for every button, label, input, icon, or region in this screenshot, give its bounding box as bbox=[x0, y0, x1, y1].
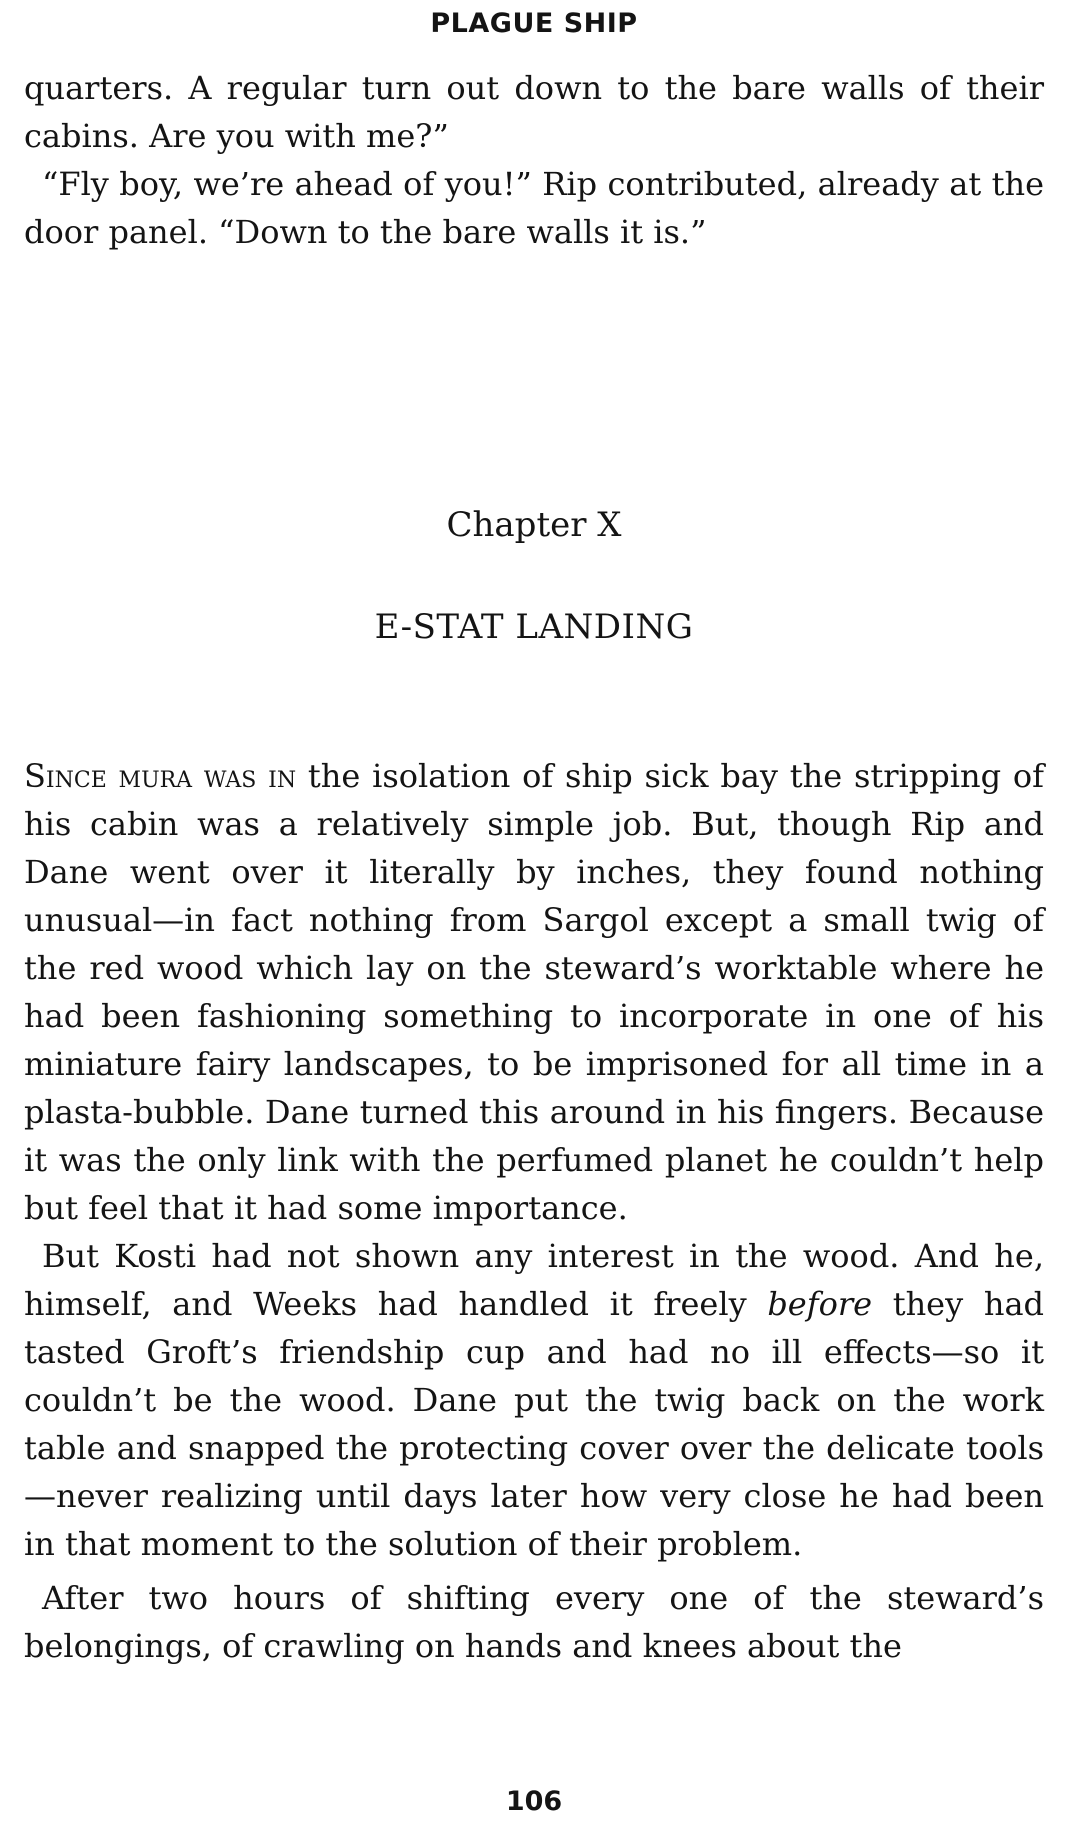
chapter-title: E-STAT LANDING bbox=[374, 607, 694, 647]
chapter-number: Chapter X bbox=[446, 505, 622, 545]
paragraph-dialogue: “Fly boy, we’re ahead of you!” Rip contributed, already at the door panel. “Down to the bare walls it is.” bbox=[24, 165, 1044, 251]
paragraph-2 bbox=[24, 1232, 1044, 1568]
lead-in-small-caps: Since mura was in bbox=[24, 757, 297, 795]
paragraph-1-text: the isolation of ship sick bay the stripping of his cabin was a relatively simple job. But, though Rip and Dane went over it literally by inches, they found nothing unusual—in fact nothing from Sargol except a small twig of the red wood which lay on the steward’s worktable where he had been fashioning something to incorporate in one of his miniature fairy landscapes, to be imprisoned for all time in a plasta-bubble. Dane turned this around in his fingers. Because it was the only link with the perfumed planet he couldn’t help but feel that it had some importance. bbox=[24, 757, 1044, 1227]
emphasis-word: before bbox=[767, 1285, 873, 1323]
paragraph-continuation: quarters. A regular turn out down to the bare walls of their cabins. Are you with me?” bbox=[24, 69, 1044, 155]
opening-text bbox=[24, 64, 1044, 256]
paragraph-2-text-b: they had tasted Groft’s friendship cup and had no ill effects—so it couldn’t be the wood. Dane put the twig back on the work table and snapped the protecting cover over the delicate tools—never realizing until days later how very close he had been in that moment to the solution of their problem. bbox=[24, 1285, 1045, 1563]
paragraph-3: After two hours of shifting every one of the steward’s belongings, of crawling on hands and knees about the bbox=[24, 1579, 1044, 1665]
chapter-body bbox=[24, 752, 1044, 1670]
paragraph-2-text-a: But Kosti had not shown any interest in the wood. And he, himself, and Weeks had handled it freely bbox=[24, 1237, 1044, 1323]
page-number: 106 bbox=[505, 1786, 563, 1817]
paragraph-1 bbox=[24, 752, 1044, 1232]
running-head: PLAGUE SHIP bbox=[430, 8, 638, 39]
